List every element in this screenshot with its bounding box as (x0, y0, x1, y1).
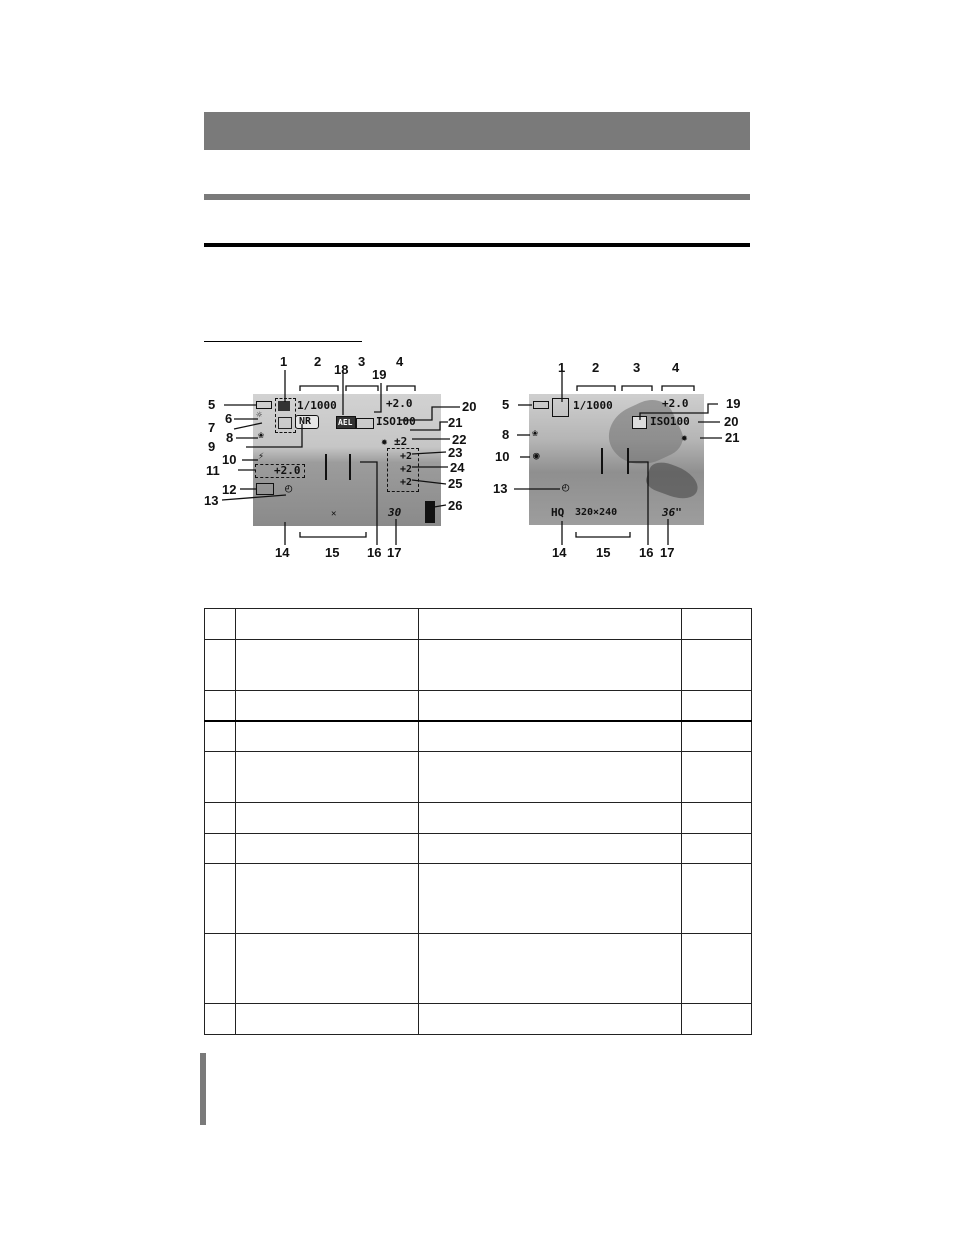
callout-19: 19 (726, 396, 741, 411)
table-cell (235, 752, 418, 803)
callout-17: 17 (660, 545, 675, 560)
table-row (205, 691, 752, 721)
macro-icon: ❀ (258, 430, 265, 441)
table-cell (235, 691, 418, 721)
table-cell (682, 803, 752, 834)
callout-3: 3 (358, 354, 366, 369)
subheading-rule-black (204, 243, 750, 247)
callout-22: 22 (452, 432, 467, 447)
callout-4: 4 (396, 354, 404, 369)
table-cell (418, 609, 682, 640)
battery-icon (256, 401, 272, 409)
wb-compensation: ±2 (394, 435, 408, 448)
flash-mode-icon: ☼ (256, 410, 263, 421)
callout-23: 23 (448, 445, 463, 460)
table-cell (205, 752, 236, 803)
iso-value: ISO100 (376, 415, 416, 428)
table-cell (205, 803, 236, 834)
af-target-mark (325, 454, 351, 480)
table-cell (235, 721, 418, 752)
table-cell (235, 803, 418, 834)
battery-icon (533, 401, 549, 409)
subheading-rule-grey (204, 194, 750, 200)
table-row (205, 803, 752, 834)
scene-icon (278, 417, 292, 429)
saturation-value: +2 (400, 477, 413, 488)
table-cell (418, 834, 682, 864)
table-cell (418, 864, 682, 934)
bird-photo-shape-2 (643, 458, 702, 504)
callout-25: 25 (448, 476, 463, 491)
exposure-value: +2.0 (386, 397, 413, 410)
callout-8: 8 (226, 430, 234, 445)
callout-12: 12 (222, 482, 237, 497)
table-cell (682, 640, 752, 691)
table-row (205, 1004, 752, 1035)
callout-7: 7 (208, 420, 216, 435)
self-timer-icon: ◴ (562, 480, 570, 494)
callout-20: 20 (724, 414, 739, 429)
callout-16: 16 (367, 545, 382, 560)
table-cell (205, 609, 236, 640)
callout-2: 2 (314, 354, 322, 369)
subsection-underline (204, 341, 362, 342)
table-cell (682, 609, 752, 640)
table-row (205, 934, 752, 1004)
flash-intensity-group (255, 464, 305, 478)
section-header-bar (204, 112, 750, 150)
callout-13: 13 (204, 493, 219, 508)
table-cell (682, 934, 752, 1004)
table-cell (205, 640, 236, 691)
callout-15: 15 (325, 545, 340, 560)
callout-16: 16 (639, 545, 654, 560)
nr-label: NR (299, 416, 312, 427)
table-cell (418, 691, 682, 721)
callout-17: 17 (387, 545, 402, 560)
quality-mode: HQ (551, 506, 565, 519)
table-cell (682, 752, 752, 803)
callout-1: 1 (558, 360, 566, 375)
ael-badge (336, 416, 356, 429)
monitor-screen-still (253, 394, 441, 526)
white-balance-icon: ✹ (381, 435, 388, 448)
callout-13: 13 (493, 481, 508, 496)
callout-2: 2 (592, 360, 600, 375)
callout-8: 8 (502, 427, 510, 442)
sharpness-value: +2 (400, 451, 413, 462)
table-row (205, 864, 752, 934)
shutter-speed: 1/1000 (573, 399, 613, 412)
iso-value: ISO100 (650, 415, 690, 428)
callout-26: 26 (448, 498, 463, 513)
table-cell (418, 1004, 682, 1035)
metering-icon (632, 416, 647, 429)
resolution-icon: ✕ (331, 509, 337, 519)
callout-9: 9 (208, 439, 216, 454)
table-cell (418, 803, 682, 834)
callout-10: 10 (222, 452, 237, 467)
table-cell (682, 691, 752, 721)
callout-18: 18 (334, 362, 349, 377)
table-cell (205, 864, 236, 934)
callout-14: 14 (552, 545, 567, 560)
table-header-row (205, 609, 752, 640)
contrast-value: +2 (400, 464, 413, 475)
noise-reduction-badge (295, 415, 319, 429)
callout-3: 3 (633, 360, 641, 375)
table-cell (418, 640, 682, 691)
callout-11: 11 (206, 463, 220, 478)
resolution-value: 320×240 (575, 507, 618, 518)
callout-5: 5 (208, 397, 216, 412)
metering-icon (356, 418, 374, 429)
record-mode-icon (278, 401, 290, 411)
macro-icon: ❀ (532, 428, 539, 439)
table-row (205, 721, 752, 752)
movie-mode-icon (552, 398, 569, 417)
sequential-shooting-icon (256, 483, 274, 495)
table-cell (682, 834, 752, 864)
table-cell (235, 640, 418, 691)
frames-remaining: 30 (388, 506, 402, 519)
table-cell (418, 752, 682, 803)
exposure-value: +2.0 (662, 397, 689, 410)
table-cell (205, 1004, 236, 1035)
table-cell (235, 864, 418, 934)
flash-icon: ◉ (533, 449, 540, 462)
table-row (205, 834, 752, 864)
monitor-screen-movie (529, 394, 704, 525)
table-cell (682, 721, 752, 752)
callout-14: 14 (275, 545, 290, 560)
callout-15: 15 (596, 545, 611, 560)
callout-19: 19 (372, 367, 387, 382)
adjustment-group (387, 448, 419, 492)
table-cell (205, 721, 236, 752)
callout-4: 4 (672, 360, 680, 375)
table-row (205, 640, 752, 691)
white-balance-icon: ✹ (681, 431, 688, 444)
callout-5: 5 (502, 397, 510, 412)
flash-intensity-value: +2.0 (274, 464, 301, 477)
table-row (205, 752, 752, 803)
table-cell (235, 934, 418, 1004)
recording-time: 36" (662, 506, 682, 519)
callout-20: 20 (462, 399, 477, 414)
callout-24: 24 (450, 460, 465, 475)
self-timer-icon: ◴ (285, 481, 293, 495)
ael-label: AEL (338, 418, 353, 427)
memory-gauge (425, 501, 435, 523)
table-cell (235, 834, 418, 864)
table-cell (418, 721, 682, 752)
callout-21: 21 (725, 430, 740, 445)
table-cell (235, 1004, 418, 1035)
callout-21: 21 (448, 415, 463, 430)
table-cell (682, 1004, 752, 1035)
table-cell (235, 609, 418, 640)
table-cell (205, 691, 236, 721)
indicator-table (204, 608, 752, 1035)
af-target-mark (601, 448, 629, 474)
callout-1: 1 (280, 354, 288, 369)
shutter-speed: 1/1000 (297, 399, 337, 412)
table-cell (205, 834, 236, 864)
flash-icon: ⚡ (258, 451, 265, 462)
note-sidebar-bar (200, 1053, 206, 1125)
callout-10: 10 (495, 449, 510, 464)
callout-6: 6 (225, 411, 233, 426)
table-cell (682, 864, 752, 934)
table-cell (205, 934, 236, 1004)
table-cell (418, 934, 682, 1004)
